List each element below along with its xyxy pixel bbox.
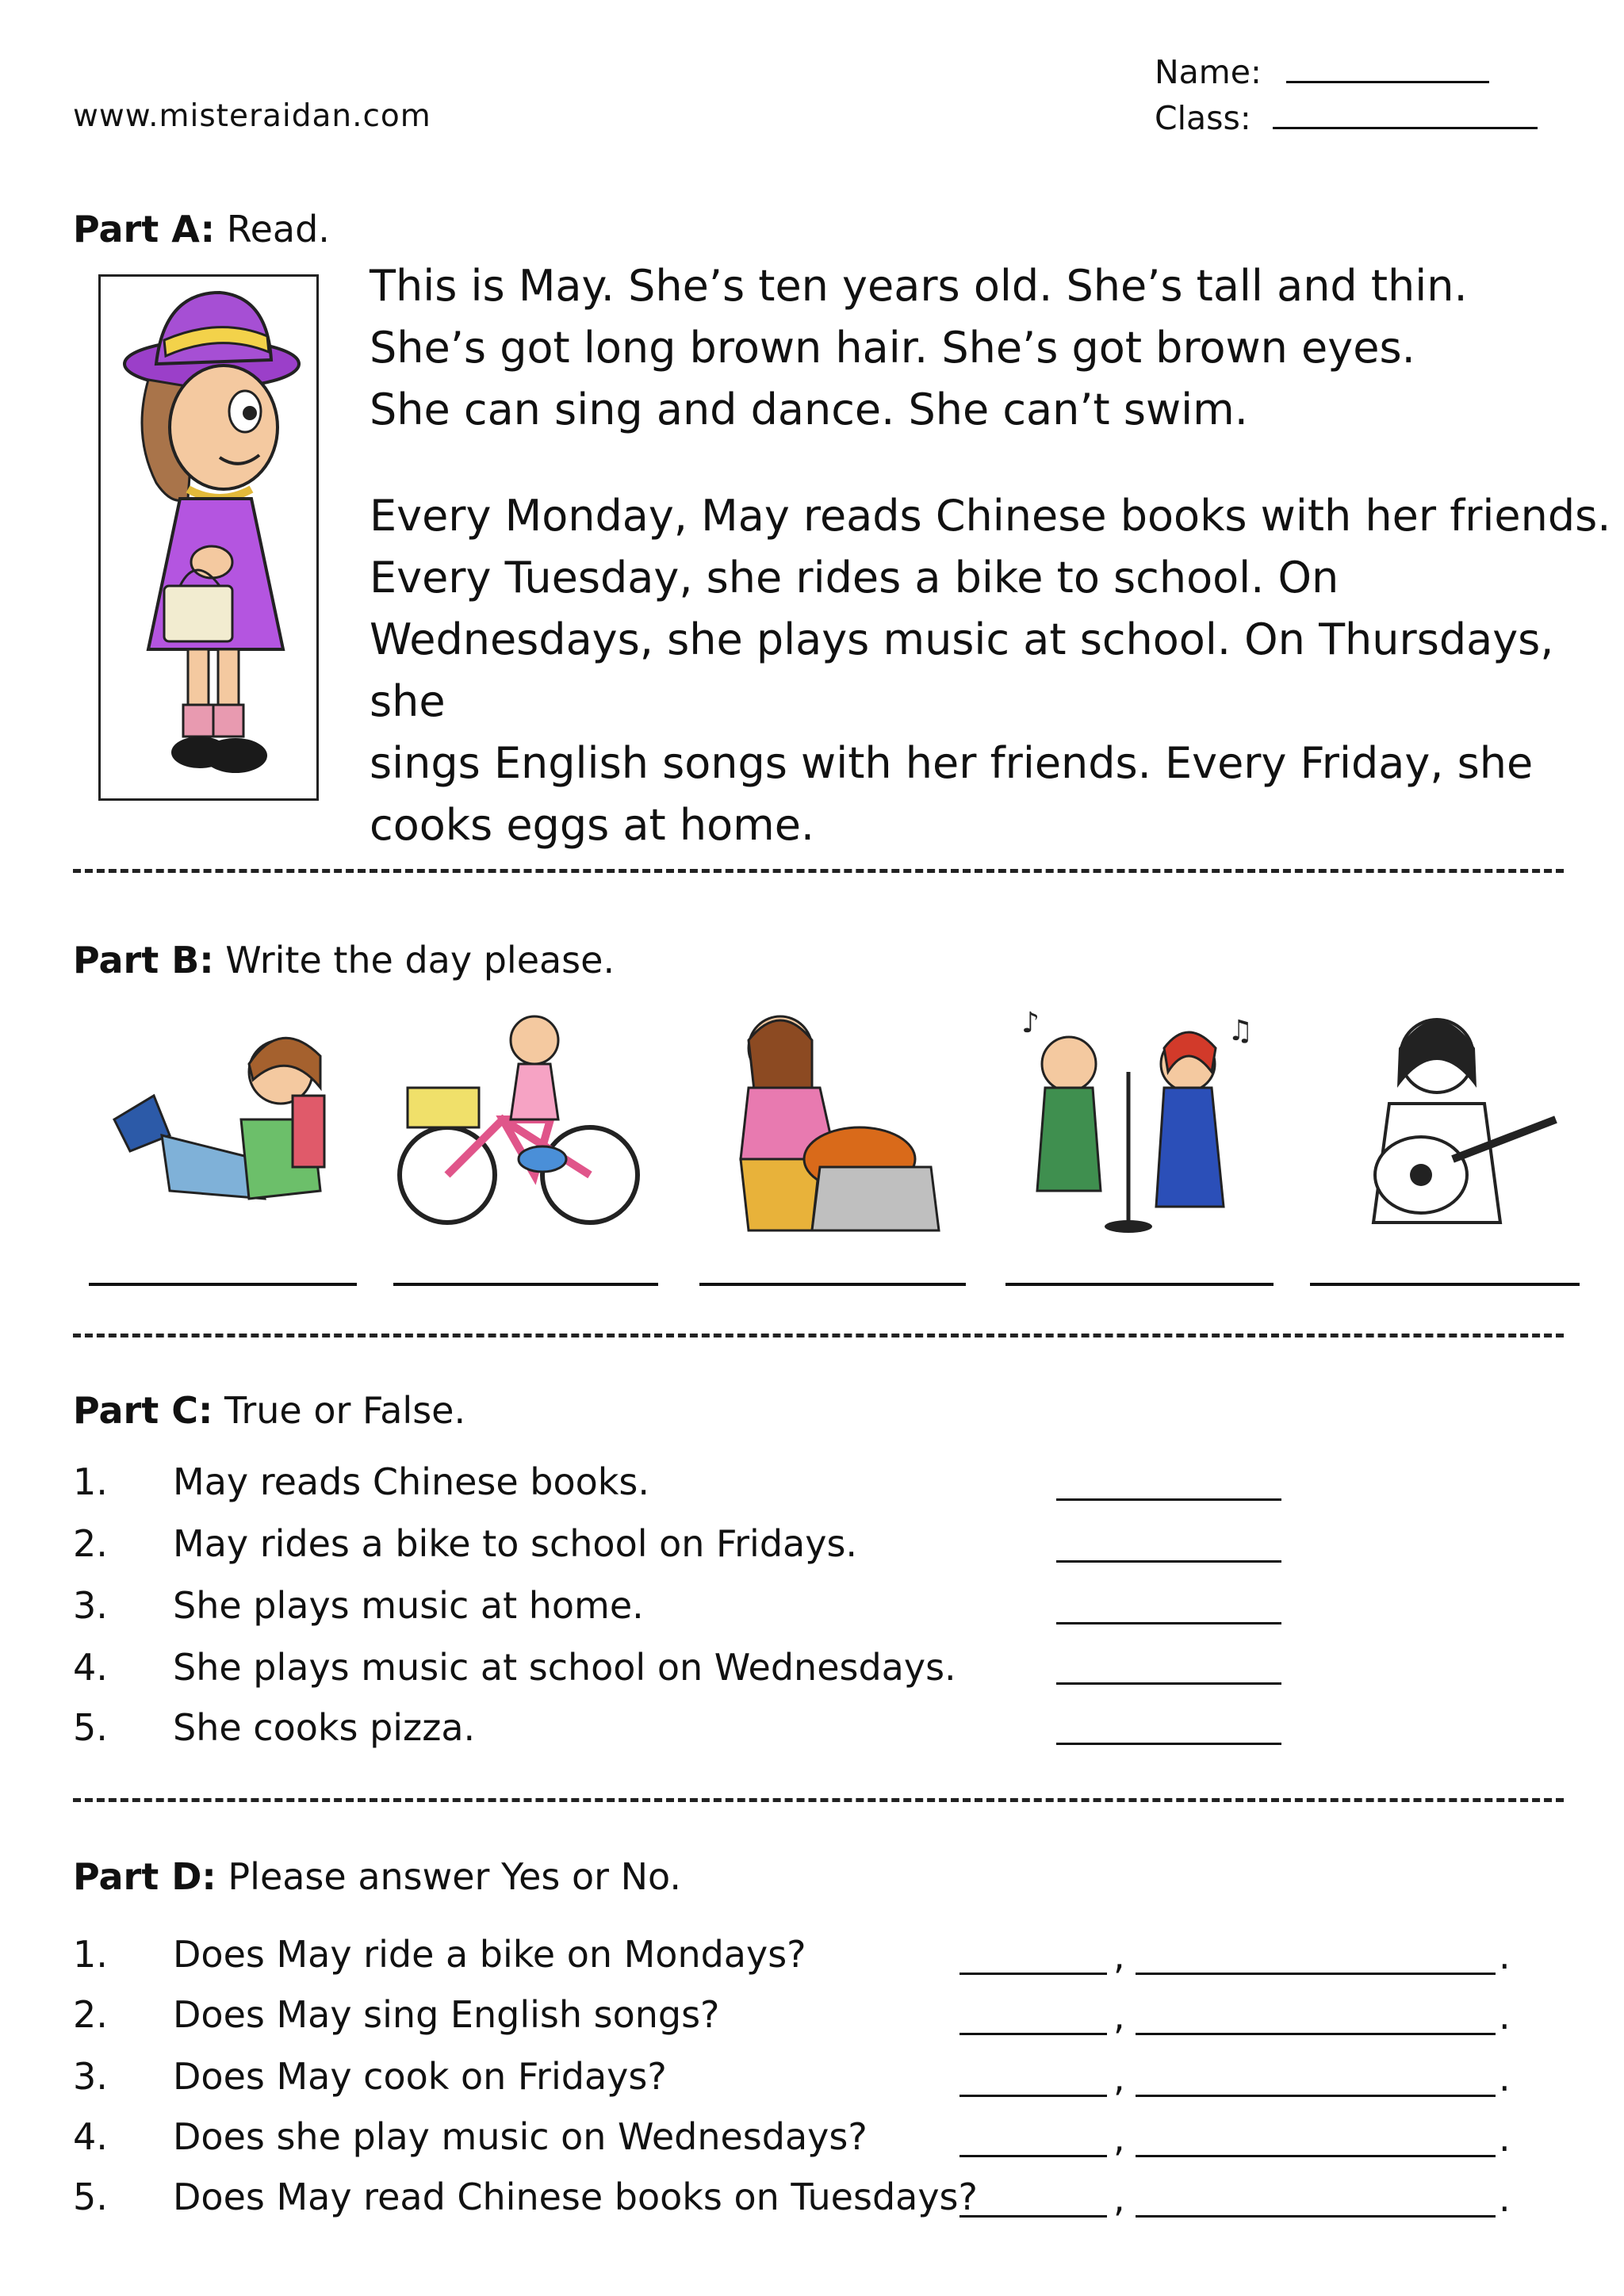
- item-number: 2.: [73, 1993, 108, 2036]
- day-answer-line-5[interactable]: [1310, 1283, 1580, 1286]
- bicycle-icon: [392, 1001, 647, 1238]
- part-b-label: Part B:: [73, 939, 214, 982]
- tf-answer-line-1[interactable]: [1056, 1498, 1281, 1501]
- item-number: 5.: [73, 2175, 108, 2218]
- yes-no-answer-line[interactable]: [959, 1973, 1107, 1975]
- svg-text:♪: ♪: [1021, 1007, 1040, 1039]
- item-number: 1.: [73, 1933, 108, 1976]
- period: .: [1499, 2117, 1511, 2160]
- section-divider: [73, 1798, 1564, 1802]
- period: .: [1499, 2057, 1511, 2099]
- comma: ,: [1113, 1995, 1125, 2038]
- part-c-label: Part C:: [73, 1389, 213, 1432]
- item-number: 5.: [73, 1706, 108, 1749]
- picture-singing: [1005, 1001, 1261, 1238]
- woman-cooking-icon: [701, 1001, 956, 1238]
- svg-text:♫: ♫: [1228, 1015, 1254, 1047]
- passage-line: Every Monday, May reads Chinese books with her friends.: [370, 491, 1611, 541]
- part-a-instruction: Read.: [226, 208, 330, 251]
- tf-answer-line-5[interactable]: [1056, 1743, 1281, 1745]
- passage-paragraph-2: [370, 485, 1624, 856]
- yes-no-item: [73, 2055, 1564, 2103]
- part-d-instruction: Please answer Yes or No.: [228, 1855, 682, 1898]
- item-statement: May reads Chinese books.: [173, 1460, 650, 1503]
- item-number: 4.: [73, 2115, 108, 2158]
- part-d-label: Part D:: [73, 1855, 216, 1898]
- comma: ,: [1113, 2117, 1125, 2160]
- item-statement: She plays music at home.: [173, 1584, 644, 1627]
- picture-cooking: [701, 1001, 956, 1238]
- section-divider: [73, 869, 1564, 873]
- part-a-label: Part A:: [73, 208, 216, 251]
- yes-no-answer-line[interactable]: [959, 2095, 1107, 2097]
- class-blank[interactable]: [1273, 98, 1538, 129]
- class-field-row: [1155, 98, 1538, 137]
- item-number: 3.: [73, 1584, 108, 1627]
- day-answer-line-2[interactable]: [393, 1283, 658, 1286]
- period: .: [1499, 1934, 1511, 1977]
- picture-reading: [82, 1001, 338, 1238]
- comma: ,: [1113, 2057, 1125, 2099]
- yes-no-item: [73, 1993, 1564, 2041]
- yes-no-item: [73, 2175, 1564, 2223]
- tf-answer-line-3[interactable]: [1056, 1622, 1281, 1624]
- item-statement: May rides a bike to school on Fridays.: [173, 1522, 858, 1565]
- part-c-instruction: True or False.: [224, 1389, 466, 1432]
- part-b-instruction: Write the day please.: [225, 939, 615, 982]
- passage-line: She’s got long brown hair. She’s got brown eyes.: [370, 323, 1415, 373]
- comma: ,: [1113, 2177, 1125, 2220]
- item-number: 4.: [73, 1646, 108, 1689]
- tf-answer-line-2[interactable]: [1056, 1560, 1281, 1563]
- item-question: Does May read Chinese books on Tuesdays?: [173, 2175, 978, 2218]
- class-label: Class:: [1155, 99, 1251, 137]
- website-url: www.misteraidan.com: [73, 98, 431, 134]
- passage-paragraph-1: [370, 255, 1468, 441]
- yes-no-item: [73, 2115, 1564, 2163]
- section-divider: [73, 1334, 1564, 1337]
- day-answer-line-1[interactable]: [89, 1283, 357, 1286]
- item-question: Does May sing English songs?: [173, 1993, 720, 2036]
- part-b-heading: [73, 939, 615, 982]
- girl-guitar-icon: [1310, 1001, 1565, 1238]
- short-answer-line[interactable]: [1136, 1973, 1496, 1975]
- short-answer-line[interactable]: [1136, 2095, 1496, 2097]
- comma: ,: [1113, 1934, 1125, 1977]
- picture-bicycle: [392, 1001, 647, 1238]
- tf-answer-line-4[interactable]: [1056, 1682, 1281, 1685]
- period: .: [1499, 2177, 1511, 2220]
- day-answer-line-3[interactable]: [699, 1283, 966, 1286]
- passage-line: Every Tuesday, she rides a bike to school. On: [370, 553, 1339, 603]
- item-statement: She cooks pizza.: [173, 1706, 476, 1749]
- period: .: [1499, 1995, 1511, 2038]
- yes-no-item: [73, 1933, 1564, 1980]
- yes-no-answer-line[interactable]: [959, 2155, 1107, 2157]
- part-d-heading: [73, 1855, 681, 1898]
- part-c-heading: [73, 1389, 465, 1432]
- item-question: Does May ride a bike on Mondays?: [173, 1933, 806, 1976]
- item-question: Does she play music on Wednesdays?: [173, 2115, 868, 2158]
- girl-with-hat-icon: [101, 277, 316, 798]
- passage-line: Wednesdays, she plays music at school. On Thursdays, she: [370, 614, 1554, 726]
- may-portrait: [98, 274, 319, 801]
- passage-line: sings English songs with her friends. Every Friday, she: [370, 738, 1534, 788]
- yes-no-answer-line[interactable]: [959, 2033, 1107, 2035]
- day-answer-line-4[interactable]: [1005, 1283, 1274, 1286]
- picture-guitar: [1310, 1001, 1565, 1238]
- item-number: 3.: [73, 2055, 108, 2098]
- passage-line: cooks eggs at home.: [370, 800, 815, 850]
- name-label: Name:: [1155, 53, 1262, 91]
- short-answer-line[interactable]: [1136, 2215, 1496, 2218]
- short-answer-line[interactable]: [1136, 2155, 1496, 2157]
- part-a-heading: [73, 208, 330, 251]
- item-statement: She plays music at school on Wednesdays.: [173, 1646, 956, 1689]
- name-blank[interactable]: [1286, 52, 1489, 83]
- girl-reading-icon: [82, 1001, 338, 1238]
- name-field-row: [1155, 52, 1489, 91]
- item-question: Does May cook on Fridays?: [173, 2055, 667, 2098]
- item-number: 2.: [73, 1522, 108, 1565]
- yes-no-answer-line[interactable]: [959, 2215, 1107, 2218]
- passage-line: This is May. She’s ten years old. She’s tall and thin.: [370, 261, 1468, 311]
- singing-couple-icon: [1005, 1001, 1261, 1238]
- item-number: 1.: [73, 1460, 108, 1503]
- passage-line: She can sing and dance. She can’t swim.: [370, 385, 1248, 434]
- short-answer-line[interactable]: [1136, 2033, 1496, 2035]
